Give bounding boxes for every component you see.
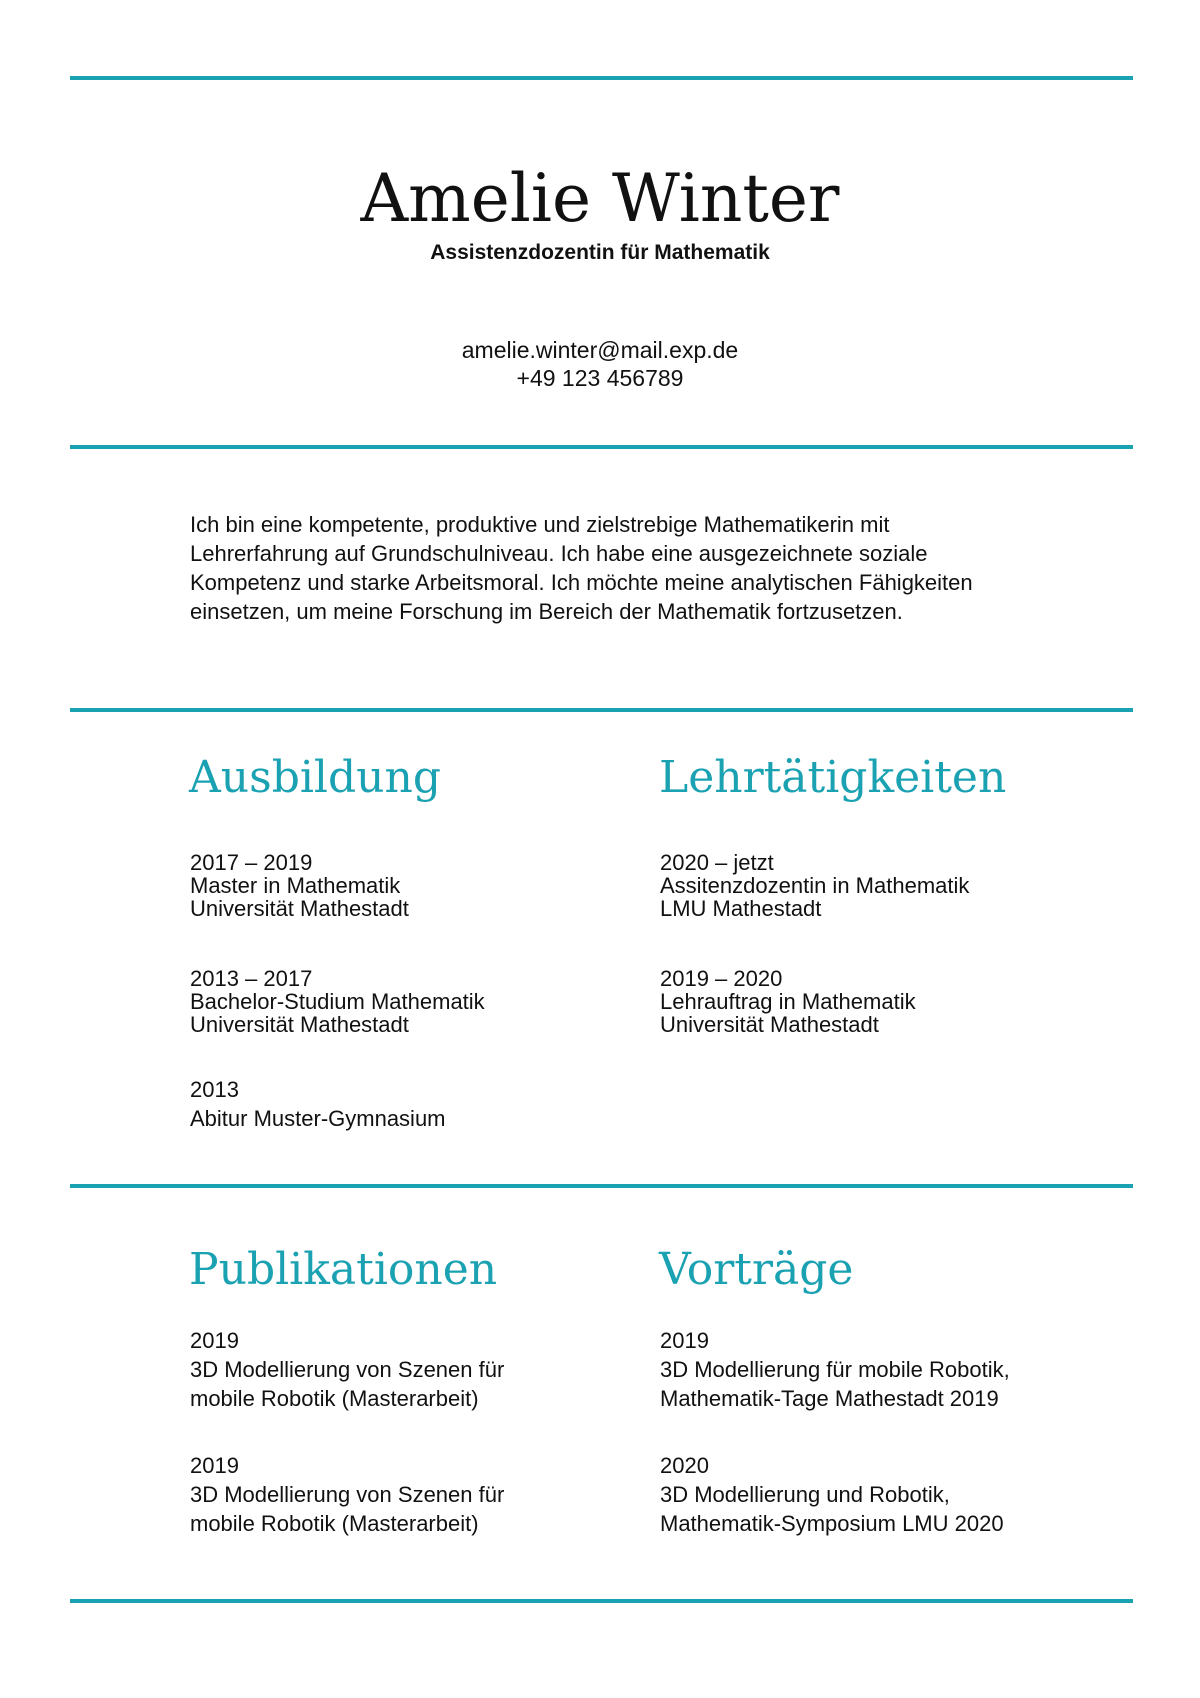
education-years: 2013 – 2017 — [190, 966, 313, 991]
publication-title: mobile Robotik (Masterarbeit) — [190, 1386, 479, 1411]
summary-line: Kompetenz und starke Arbeitsmoral. Ich möchte meine analytischen Fähigkeiten — [190, 570, 973, 595]
education-years: 2017 – 2019 — [190, 850, 313, 875]
education-heading: Ausbildung — [189, 752, 442, 803]
education-degree: Abitur Muster-Gymnasium — [190, 1106, 446, 1131]
teaching-heading: Lehrtätigkeiten — [659, 752, 1007, 803]
summary-divider — [70, 708, 1133, 712]
talk-year: 2020 — [660, 1453, 709, 1478]
publication-entry — [190, 1326, 504, 1413]
teaching-years: 2019 – 2020 — [660, 966, 783, 991]
talk-entry — [660, 1451, 1004, 1538]
talk-event: Mathematik-Symposium LMU 2020 — [660, 1511, 1004, 1536]
talk-entry — [660, 1326, 1010, 1413]
talk-event: Mathematik-Tage Mathestadt 2019 — [660, 1386, 999, 1411]
publication-entry — [190, 1451, 504, 1538]
teaching-entry — [660, 851, 969, 920]
publication-title: 3D Modellierung von Szenen für — [190, 1482, 505, 1507]
education-divider — [70, 1184, 1133, 1188]
profile-summary — [190, 510, 1070, 626]
education-entry — [190, 851, 409, 920]
teaching-years: 2020 – jetzt — [660, 850, 774, 875]
publication-year: 2019 — [190, 1328, 239, 1353]
contact-info — [0, 336, 1200, 392]
education-entry — [190, 967, 485, 1036]
top-divider — [70, 76, 1133, 80]
publication-year: 2019 — [190, 1453, 239, 1478]
header-divider — [70, 445, 1133, 449]
phone-text: +49 123 456789 — [516, 365, 684, 391]
education-degree: Bachelor-Studium Mathematik — [190, 989, 485, 1014]
talk-title: 3D Modellierung für mobile Robotik, — [660, 1357, 1010, 1382]
person-name: Amelie Winter — [360, 160, 840, 237]
education-years: 2013 — [190, 1077, 239, 1102]
education-institution: Universität Mathestadt — [190, 896, 409, 921]
summary-line: einsetzen, um meine Forschung im Bereich der Mathematik fortzusetzen. — [190, 599, 903, 624]
teaching-role: Lehrauftrag in Mathematik — [660, 989, 916, 1014]
education-entry — [190, 1075, 446, 1133]
teaching-role: Assitenzdozentin in Mathematik — [660, 873, 970, 898]
talk-title: 3D Modellierung und Robotik, — [660, 1482, 950, 1507]
talk-year: 2019 — [660, 1328, 709, 1353]
education-institution: Universität Mathestadt — [190, 1012, 409, 1037]
summary-line: Lehrerfahrung auf Grundschulniveau. Ich habe eine ausgezeichnete soziale — [190, 541, 928, 566]
teaching-institution: Universität Mathestadt — [660, 1012, 879, 1037]
summary-line: Ich bin eine kompetente, produktive und zielstrebige Mathematikerin mit — [190, 512, 890, 537]
talks-heading: Vorträge — [659, 1244, 854, 1295]
teaching-entry — [660, 967, 916, 1036]
publication-title: mobile Robotik (Masterarbeit) — [190, 1511, 479, 1536]
publication-title: 3D Modellierung von Szenen für — [190, 1357, 505, 1382]
resume-header — [0, 160, 1200, 266]
teaching-institution: LMU Mathestadt — [660, 896, 822, 921]
publications-heading: Publikationen — [189, 1244, 498, 1295]
email-text: amelie.winter@mail.exp.de — [461, 337, 739, 363]
job-title: Assistenzdozentin für Mathematik — [430, 241, 770, 264]
bottom-divider — [70, 1599, 1133, 1603]
education-degree: Master in Mathematik — [190, 873, 401, 898]
